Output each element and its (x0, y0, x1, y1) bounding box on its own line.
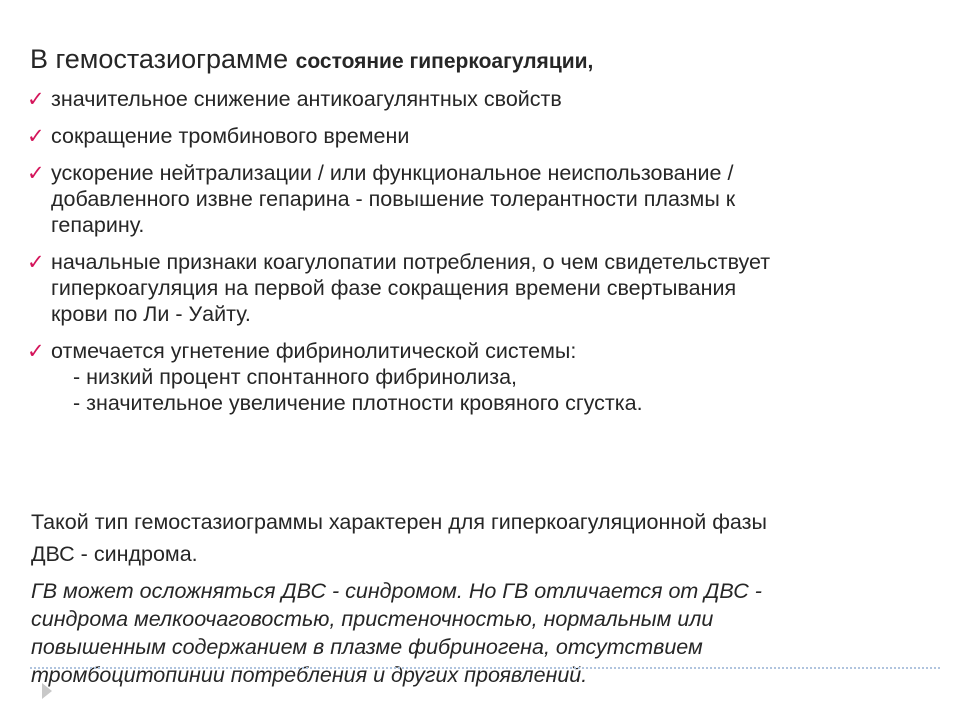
heading-bold: состояние гиперкоагуляции, (295, 50, 594, 73)
checkmark-icon: ✓ (27, 87, 45, 111)
checkmark-icon: ✓ (27, 124, 45, 148)
checkmark-icon: ✓ (27, 339, 45, 363)
paragraph-line: Такой тип гемостазиограммы характерен для гиперкоагуляционной фазы (31, 510, 767, 534)
bullet-text: гиперкоагуляция на первой фазе сокращения времени свертывания (51, 276, 737, 300)
triangle-icon (42, 683, 52, 699)
bullet-text: добавленного извне гепарина - повышение толерантности плазмы к (51, 187, 736, 211)
checkmark-icon: ✓ (27, 161, 45, 185)
bullet-text: отмечается угнетение фибринолитической системы: (51, 339, 577, 363)
sub-list (51, 364, 957, 416)
bullet-list (27, 86, 957, 427)
sub-item: - значительное увеличение плотности кровяного сгустка. (73, 391, 643, 415)
bullet-item (27, 123, 957, 149)
bullet-text: ускорение нейтрализации / или функциональное неиспользование / (51, 161, 734, 185)
bullet-text: значительное снижение антикоагулянтных свойств (51, 87, 562, 111)
bullet-text: сокращение тромбинового времени (51, 124, 410, 148)
paragraph-line: ДВС - синдрома. (31, 542, 198, 566)
bullet-item (27, 86, 957, 112)
bullet-item (27, 160, 957, 238)
paragraph-line: синдрома мелкоочаговостью, пристеночностью, нормальным или (31, 607, 714, 631)
paragraph-line: повышенным содержанием в плазме фибриногена, отсутствием (31, 635, 703, 659)
bullet-text: начальные признаки коагулопатии потребления, о чем свидетельствует (51, 250, 771, 274)
dotted-divider (30, 667, 940, 669)
paragraph-line: ГВ может осложняться ДВС - синдромом. Но ГВ отличается от ДВС - (31, 579, 762, 603)
summary-paragraph (31, 506, 951, 570)
bullet-text: крови по Ли - Уайту. (51, 302, 251, 326)
heading-normal: В гемостазиограмме (30, 44, 289, 74)
paragraph-line: тромбоцитопинии потребления и других проявлений. (31, 663, 588, 687)
slide-heading (30, 42, 593, 79)
bullet-item (27, 249, 957, 327)
checkmark-icon: ✓ (27, 250, 45, 274)
sub-item: - низкий процент спонтанного фибринолиза, (73, 365, 518, 389)
note-paragraph (31, 577, 951, 689)
bullet-text: гепарину. (51, 213, 145, 237)
bullet-item (27, 338, 957, 416)
